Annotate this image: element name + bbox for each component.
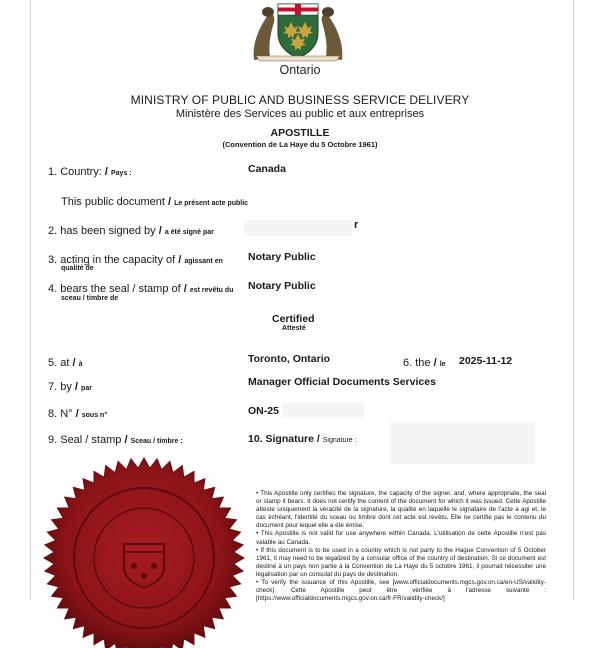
field-by-value: Manager Official Documents Services [248, 376, 436, 388]
field-by-label: 7. by / par [48, 381, 92, 393]
signer-name-redaction [244, 220, 352, 236]
field-country-label: 1. Country: / Pays : [48, 166, 132, 178]
page-border-right [573, 0, 574, 600]
number-redaction [282, 403, 364, 418]
signer-name-trailing-char: r [354, 219, 359, 231]
field-signature-label: 10. Signature / Signature : [248, 433, 357, 445]
field-capacity-value: Notary Public [248, 251, 316, 263]
field-signed-by-label: 2. has been signed by / a été signé par [48, 225, 214, 237]
signature-redaction [390, 422, 535, 464]
field-country-value: Canada [248, 163, 286, 175]
field-capacity-label-fr: qualité de [61, 265, 94, 272]
note-item: • This Apostille only certifies the signature, the capacity of the signer, and, where appropriate, the seal or stamp it bears. It does not certify the content of the document for which it was issued. Cette Apostille atteste uniquement la véracité de la signature, la qualité en laquelle le signataire de l'acte a agi et, le cas échéant, l'identité du sceau ou timbre dont cet acte est revêtu. Elle ne certifie pas le contenu du document pour lequel elle a été émise. [256, 490, 546, 530]
ministry-name-en: MINISTRY OF PUBLIC AND BUSINESS SERVICE DELIVERY [130, 93, 470, 107]
note-item: • This Apostille is not valid for use anywhere within Canada. L'utilisation de cette Apostille n'est pas valable au Canada. [256, 530, 546, 546]
ontario-coat-of-arms-icon [248, 0, 348, 62]
official-seal-icon [28, 448, 260, 648]
certified-heading: Certified [272, 313, 315, 325]
ministry-name-fr: Ministère des Services au public et aux entreprises [175, 108, 425, 120]
field-seal-of-value: Notary Public [248, 280, 316, 292]
field-date-value: 2025-11-12 [459, 355, 513, 367]
field-seal-of-label-fr: sceau / timbre de [61, 295, 119, 302]
public-document-label: This public document / Le présent acte public [61, 196, 249, 208]
field-seal-stamp-label: 9. Seal / stamp / Sceau / timbre : [48, 434, 183, 446]
note-item: • If this document is to be used in a country which is not party to the Hague Convention of 5 October 1961, it may need to be legalized by a consular office of the country of destination. Si ce document est destiné à un pays non partie à la Convention de La Haye du 5 octobre 1961, il pourrait nécessiter une légalisation par un consulat du pays de destination. [256, 546, 546, 578]
field-place-label: 5. at / à [48, 357, 83, 369]
field-date-label: 6. the / le [403, 357, 446, 369]
document-title: APOSTILLE [270, 127, 330, 139]
field-seal-of-label: 4. bears the seal / stamp of / est revêtu du [48, 283, 234, 295]
field-number-label: 8. N° / sous n° [48, 408, 108, 420]
apostille-notes [256, 490, 546, 603]
note-item: • To verify the issuance of this Apostille, see [www.officialdocuments.mgcs.gov.on.ca/en-US/validity-check]. Cette Apostille peut être vérifiée à l'adresse suivante : [https://www.officialdocuments.mgcs.gov.on.ca/fr-FR/validity-check/] [256, 579, 546, 603]
field-number-value: ON-25 [248, 405, 279, 417]
certified-heading-fr: Attesté [282, 325, 306, 332]
convention-subtitle: (Convention de La Haye du 5 Octobre 1961) [222, 140, 378, 149]
crest-label: Ontario [279, 63, 321, 77]
field-place-value: Toronto, Ontario [248, 353, 331, 365]
field-capacity-label: 3. acting in the capacity of / agissant en [48, 254, 223, 266]
